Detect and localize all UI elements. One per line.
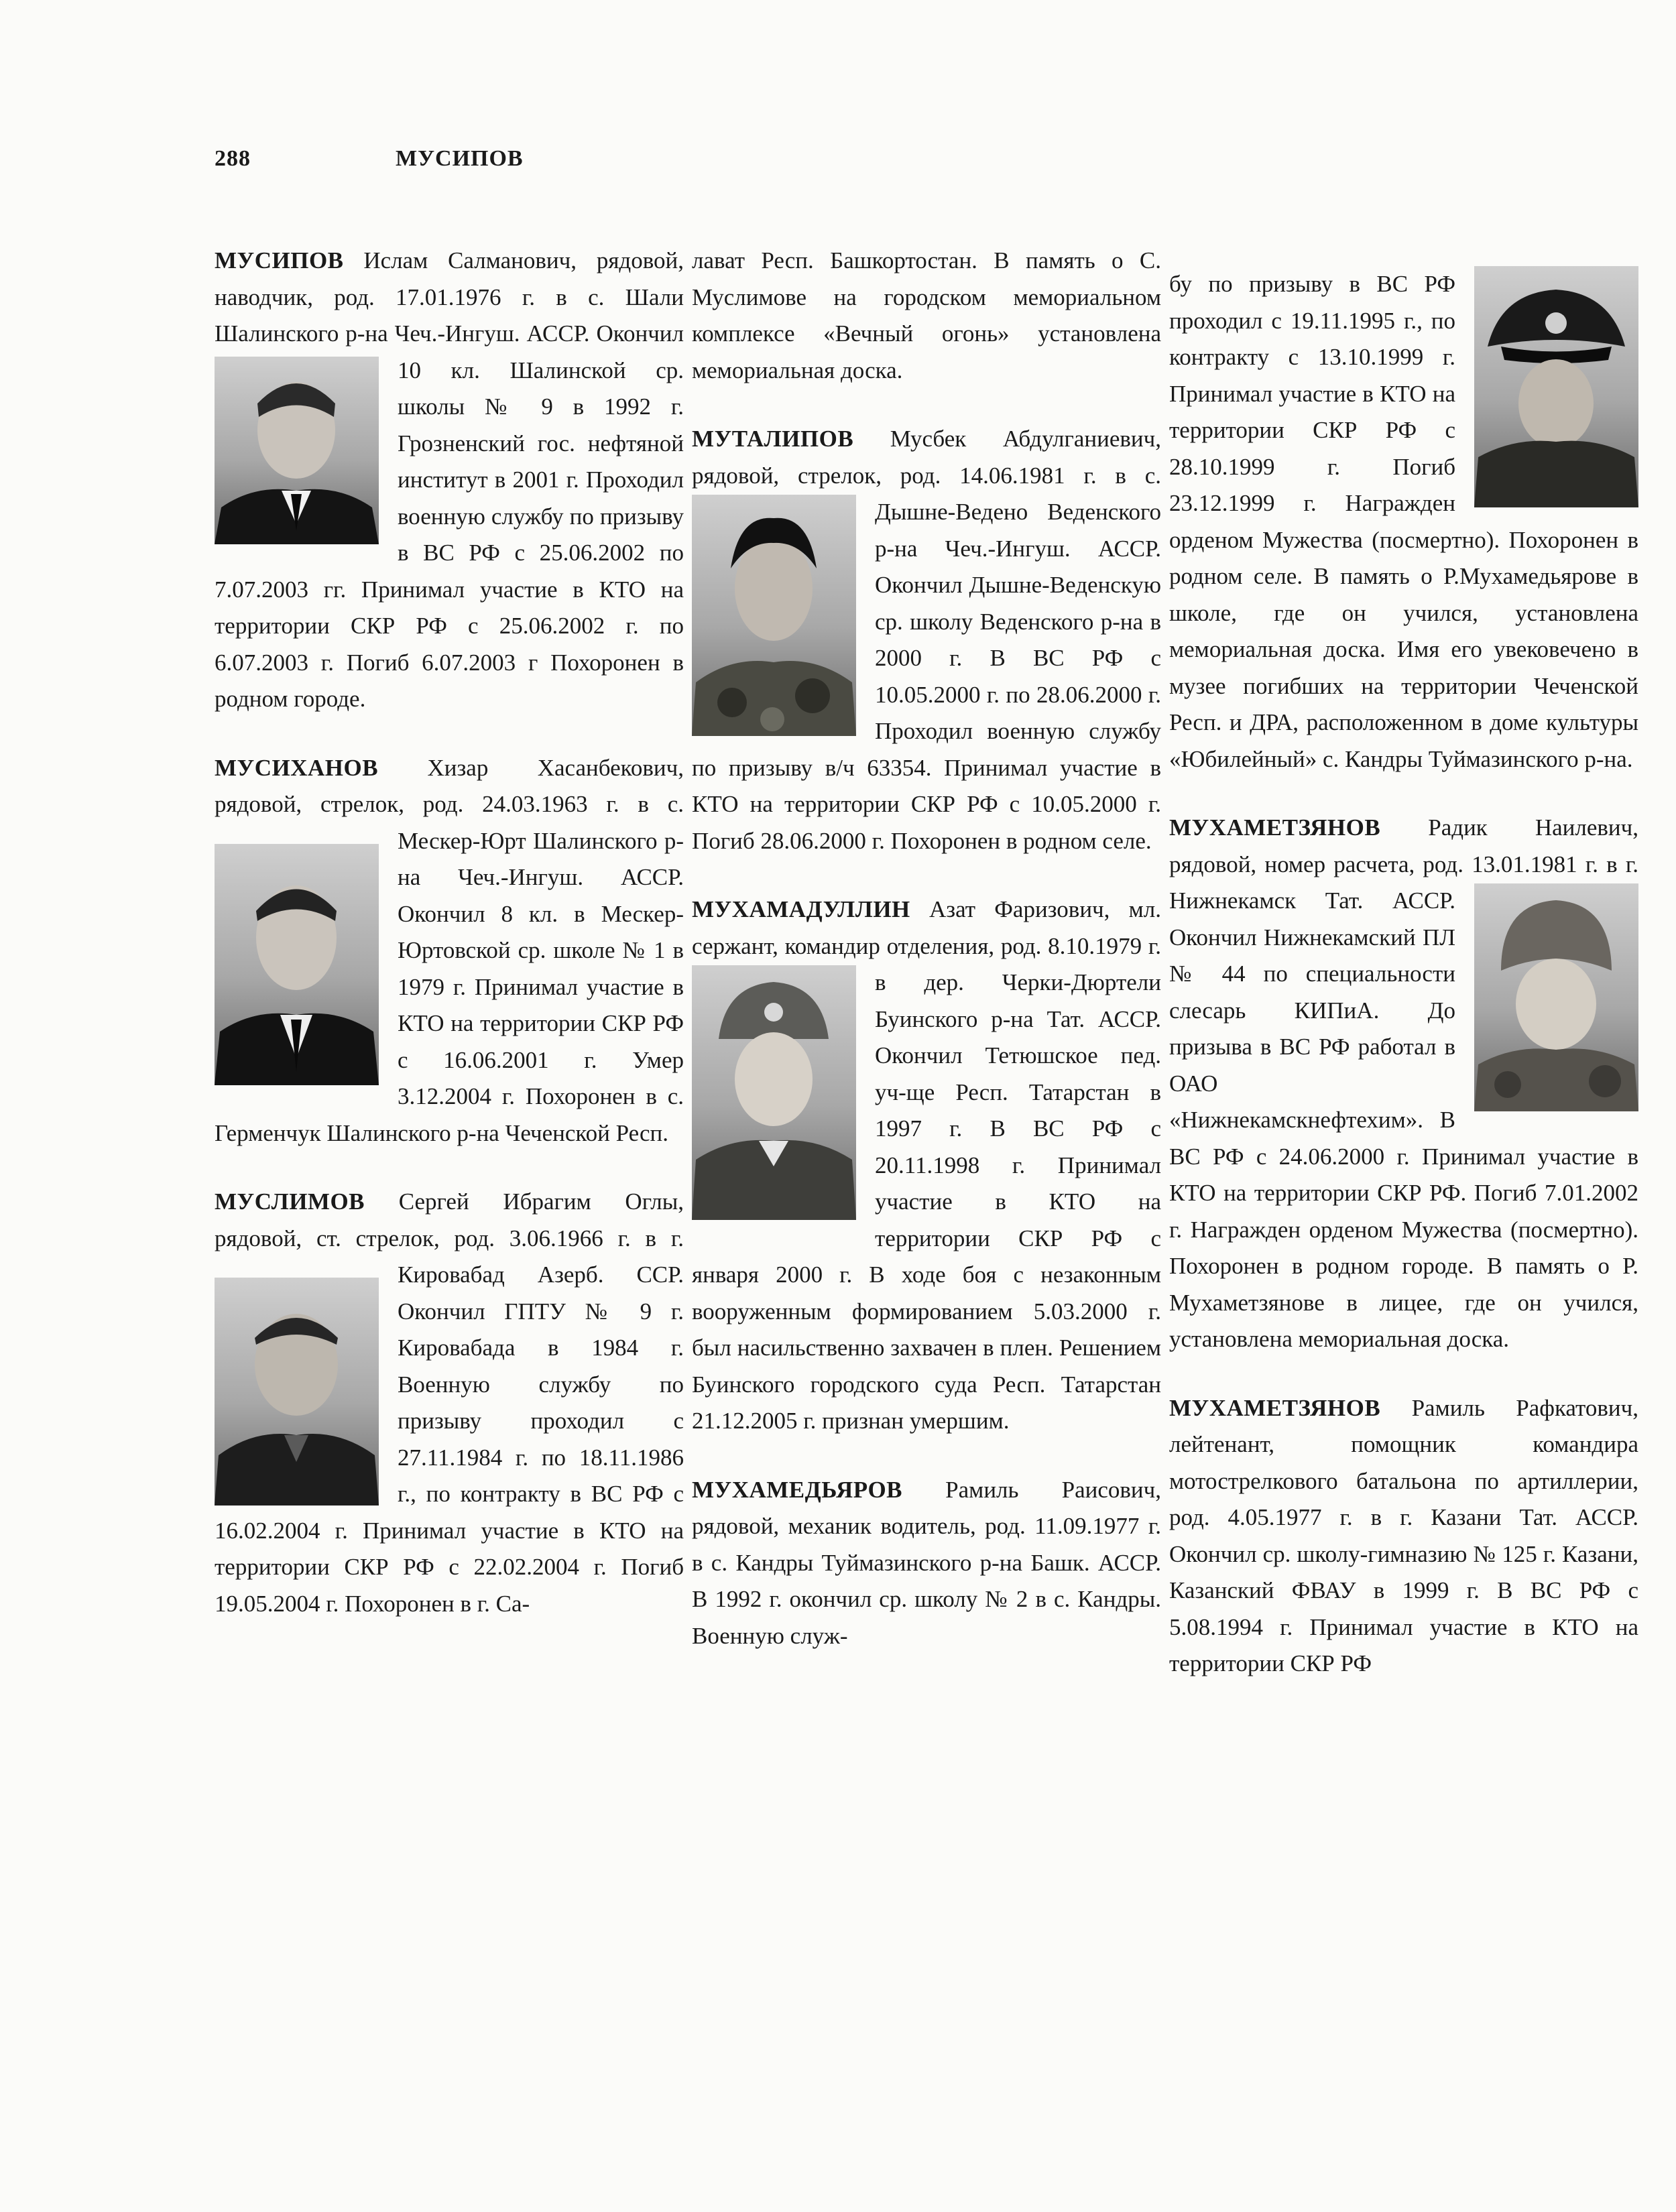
running-title: МУСИПОВ — [396, 146, 524, 171]
entry-surname: МУХАМЕДЬЯРОВ — [692, 1476, 903, 1503]
entry-text: Рамиль Раисович, рядовой, механик водитель, род. 11.09.1977 г. в с. Кандры Туймазинского р-на Башк. АССР. В 1992 г. окончил ср. школу № 2 в с. Кандры. Военную служ- — [692, 1476, 1161, 1649]
entry-surname: МУСИПОВ — [215, 247, 344, 273]
page-number: 288 — [215, 146, 251, 171]
entry-surname: МУХАМЕТЗЯНОВ — [1169, 1394, 1381, 1421]
entry-text: Ислам Салманович, рядовой, наводчик, род. 17.01.1976 г. в с. Шали Шалинского р-на Чеч.-Ингуш. АССР. Окончил 10 кл. Шалинской ср. школы № 9 в 1992 г. Грозненский гос. нефтяной институт в 2001 г. Проходил военную службу по призыву в ВС РФ с 25.06.2002 по 7.07.2003 гг. Принимал участие в КТО на территории СКР РФ с 25.06.2002 г. по 6.07.2003 г. Погиб 6.07.2003 г Похоронен в родном городе. — [215, 247, 684, 712]
entry-text: Хизар Хасанбекович, рядовой, стрелок, род. 24.03.1963 г. в с. Мескер-Юрт Шалинского р-на Чеч.-Ингуш. АССР. Окончил 8 кл. в Мескер-Юртовской ср. школе № 1 в 1979 г. Принимал участие в КТО на территории СКР РФ с 16.06.2001 г. Умер 3.12.2004 г. Похоронен в с. Герменчук Шалинского р-на Чеченской Респ. — [215, 754, 684, 1146]
entry-text: Радик Наилевич, рядовой, номер расчета, род. 13.01.1981 г. в г. Нижнекамск Тат. АССР. Окончил Нижнекамский ПЛ № 44 по специальности слесарь КИПиА. До призыва в ВС РФ работал в ОАО «Нижнекамскнефтехим». В ВС РФ с 24.06.2000 г. Принимал участие в КТО на территории СКР РФ. Погиб 7.01.2002 г. Награжден орденом Мужества (посмертно). Похоронен в родном городе. В память о Р. Мухаметзянове в лицее, где он учился, установлена мемориальная доска. — [1169, 814, 1638, 1352]
entry-mukhamadullin — [692, 892, 1161, 1440]
entry-mukhametzyanov-ramil — [1169, 1390, 1638, 1682]
entry-continuation — [1169, 266, 1638, 778]
column-3 — [1169, 243, 1638, 1682]
column-1 — [215, 243, 684, 1622]
entry-surname: МУХАМАДУЛЛИН — [692, 896, 910, 922]
portrait-photo — [215, 844, 379, 1085]
entry-mutalipov — [692, 421, 1161, 859]
column-2 — [692, 243, 1161, 1654]
entry-musipov — [215, 243, 684, 718]
entry-surname: МУТАЛИПОВ — [692, 426, 854, 452]
entry-muslimov — [215, 1184, 684, 1622]
portrait-photo — [215, 357, 379, 544]
page-header — [215, 146, 524, 172]
entry-continuation: лават Респ. Башкортостан. В память о С. Муслимове на городском мемориальном комплексе «Вечный огонь» установлена мемориальная доска. — [692, 247, 1161, 383]
entry-surname: МУСЛИМОВ — [215, 1188, 365, 1215]
entry-surname: МУСИХАНОВ — [215, 754, 379, 781]
entry-musikhanov — [215, 750, 684, 1152]
portrait-photo — [692, 965, 856, 1220]
entry-text: бу по призыву в ВС РФ проходил с 19.11.1995 г., по контракту с 13.10.1999 г. Принимал участие в КТО на территории СКР РФ с 28.10.1999 г. Погиб 23.12.1999 г. Награжден орденом Мужества (посмертно). Похоронен в родном селе. В память о Р.Мухамедьярове в школе, где он учился, установлена мемориальная доска. Имя его увековечено в музее погибших на территории Чеченской Респ. и ДРА, расположенном в доме культуры «Юбилейный» с. Кандры Туймазинского р-на. — [1169, 271, 1638, 772]
entry-text: Рамиль Рафкатович, лейтенант, помощник командира мотострелкового батальона по артиллерии, род. 4.05.1977 г. в г. Казани Тат. АССР. Окончил ср. школу-гимназию № 125 г. Казани, Казанский ФВАУ в 1999 г. В ВС РФ с 5.08.1994 г. Принимал участие в КТО на территории СКР РФ — [1169, 1394, 1638, 1676]
portrait-photo — [1474, 266, 1638, 507]
entry-text: Азат Фаризович, мл. сержант, командир отделения, род. 8.10.1979 г. в дер. Черки-Дюртели Буинского р-на Тат. АССР. Окончил Тетюшское пед. уч-ще Респ. Татарстан в 1997 г. В ВС РФ с 20.11.1998 г. Принимал участие в КТО на территории СКР РФ с января 2000 г. В ходе боя с незаконным вооруженным формированием 5.03.2000 г. был насильственно захвачен в плен. Решением Буинского городского суда Респ. Татарстан 21.12.2005 г. признан умершим. — [692, 896, 1161, 1434]
entry-surname: МУХАМЕТЗЯНОВ — [1169, 814, 1381, 841]
entry-mukhametzyanov-radik — [1169, 810, 1638, 1358]
portrait-photo — [1474, 883, 1638, 1111]
portrait-photo — [692, 495, 856, 736]
entry-text: Мусбек Абдулганиевич, рядовой, стрелок, род. 14.06.1981 г. в с. Дышне-Ведено Веденского р-на Чеч.-Ингуш. АССР. Окончил Дышне-Веденскую ср. школу Веденского р-на в 2000 г. В ВС РФ с 10.05.2000 г. по 28.06.2000 г. Проходил военную службу по призыву в/ч 63354. Принимал участие в КТО на территории СКР РФ с 10.05.2000 г. Погиб 28.06.2000 г. Похоронен в родном селе. — [692, 426, 1161, 854]
portrait-photo — [215, 1278, 379, 1506]
entry-mukhamedyarov — [692, 1472, 1161, 1655]
entry-text: Сергей Ибрагим Оглы, рядовой, ст. стрелок, род. 3.06.1966 г. в г. Кировабад Азерб. ССР. Окончил ГПТУ № 9 г. Кировабада в 1984 г. Военную службу по призыву проходил с 27.11.1984 г. по 18.11.1986 г., по контракту в ВС РФ с 16.02.2004 г. Принимал участие в КТО на территории СКР РФ с 22.02.2004 г. Погиб 19.05.2004 г. Похоронен в г. Са- — [215, 1188, 684, 1617]
